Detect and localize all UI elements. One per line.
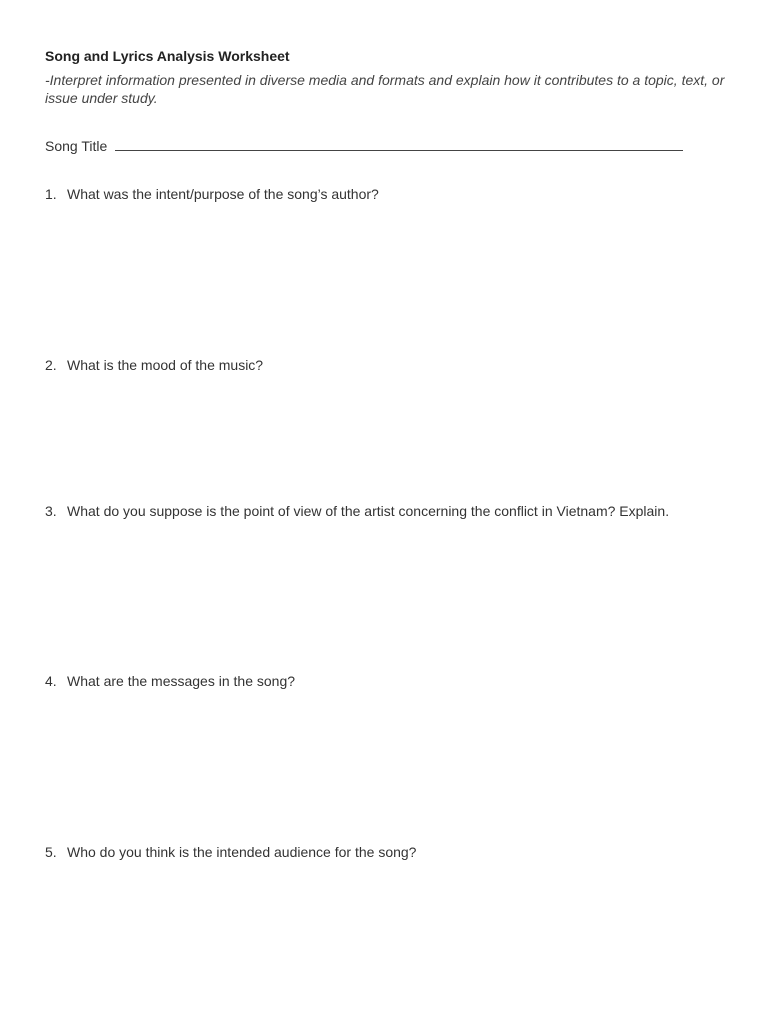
- question-text: What is the mood of the music?: [67, 357, 264, 373]
- question-5: [45, 844, 416, 860]
- song-title-line: [45, 138, 683, 154]
- question-2: [45, 357, 263, 373]
- question-text: What was the intent/purpose of the song’s author?: [67, 186, 379, 202]
- question-3: [45, 503, 669, 519]
- question-text: What are the messages in the song?: [67, 673, 296, 689]
- question-number: 3.: [45, 503, 57, 519]
- worksheet-subtitle: -Interpret information presented in diverse media and formats and explain how it contributes to a topic, text, or issue under study.: [45, 72, 725, 106]
- question-text: What do you suppose is the point of view of the artist concerning the conflict in Vietnam? Explain.: [67, 503, 670, 519]
- question-text: Who do you think is the intended audience for the song?: [67, 844, 417, 860]
- worksheet-title: Song and Lyrics Analysis Worksheet: [45, 48, 290, 64]
- song-title-blank[interactable]: [115, 138, 683, 151]
- question-number: 1.: [45, 186, 57, 202]
- question-4: [45, 673, 295, 689]
- question-number: 5.: [45, 844, 57, 860]
- question-number: 4.: [45, 673, 57, 689]
- question-1: [45, 186, 379, 202]
- question-number: 2.: [45, 357, 57, 373]
- song-title-label: Song Title: [45, 138, 108, 154]
